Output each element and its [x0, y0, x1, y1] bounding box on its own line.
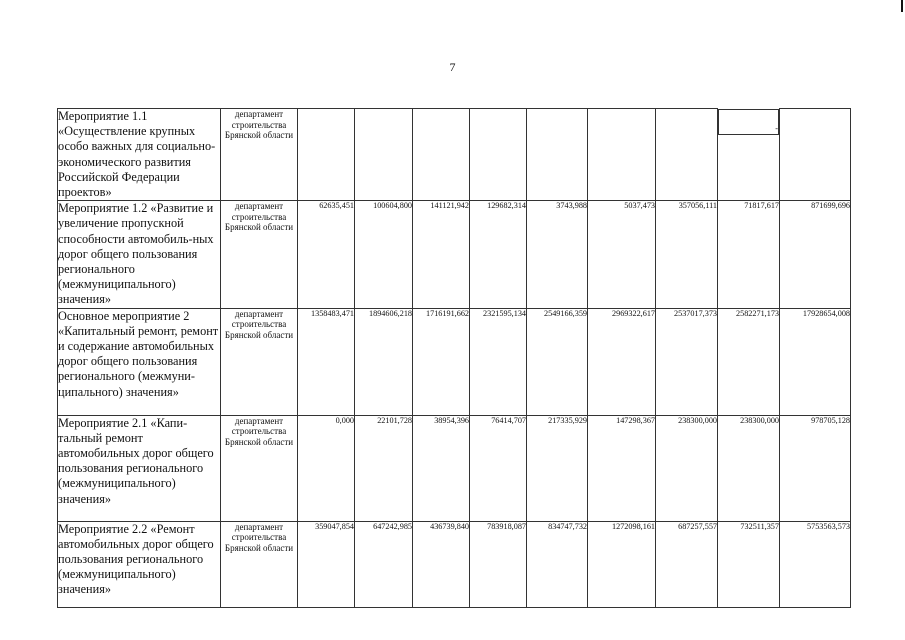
value-cell: 871699,696: [780, 201, 851, 308]
value-cell: [780, 109, 851, 201]
page-number: 7: [449, 60, 456, 74]
value-cell: 1716191,662: [413, 308, 470, 415]
value-cell: 359047,854: [298, 521, 355, 607]
value-cell: 238300,000: [718, 415, 780, 521]
value-cell: 647242,985: [355, 521, 413, 607]
value-cell: 62635,451: [298, 201, 355, 308]
department-cell: департамент строительства Брянской области: [221, 521, 298, 607]
value-cell: [527, 109, 588, 201]
value-cell: 147298,367: [588, 415, 656, 521]
value-cell: 5037,473: [588, 201, 656, 308]
table-row: [58, 308, 851, 415]
value-cell: 834747,732: [527, 521, 588, 607]
event-name-cell: Мероприятие 2.1 «Капи-тальный ремонт автомобильных дорог общего пользования регионального (межмуниципального) значения»: [58, 415, 221, 521]
value-cell: 1894606,218: [355, 308, 413, 415]
value-cell: -: [718, 109, 779, 135]
budget-table: [57, 108, 851, 608]
value-cell: [470, 109, 527, 201]
value-cell: 732511,357: [718, 521, 780, 607]
value-cell: 141121,942: [413, 201, 470, 308]
table-row: [58, 109, 851, 201]
event-name-cell: Мероприятие 2.2 «Ремонт автомобильных дорог общего пользования регионального (межмуниципального) значения»: [58, 521, 221, 607]
value-cell: 217335,929: [527, 415, 588, 521]
value-cell: 38954,396: [413, 415, 470, 521]
edge-mark: [901, 0, 903, 12]
value-cell: 436739,840: [413, 521, 470, 607]
value-cell: 17928654,008: [780, 308, 851, 415]
value-cell: [413, 109, 470, 201]
table-row: [58, 201, 851, 308]
value-cell: 22101,728: [355, 415, 413, 521]
value-cell: 71817,617: [718, 201, 780, 308]
value-cell: [355, 109, 413, 201]
value-cell: [298, 109, 355, 201]
event-name-cell: Мероприятие 1.1 «Осуществление крупных особо важных для социально-экономического развития Российской Федерации проектов»: [58, 109, 221, 201]
department-cell: департамент строительства Брянской области: [221, 308, 298, 415]
value-cell: 5753563,573: [780, 521, 851, 607]
department-cell: департамент строительства Брянской области: [221, 109, 298, 201]
value-cell: 687257,557: [656, 521, 718, 607]
event-name-cell: Мероприятие 1.2 «Развитие и увеличение пропускной способности автомобиль-ных дорог общего пользования регионального (межмуниципального) значения»: [58, 201, 221, 308]
value-cell: 1272098,161: [588, 521, 656, 607]
value-cell: 3743,988: [527, 201, 588, 308]
value-cell: [656, 109, 718, 201]
value-cell: [588, 109, 656, 201]
table-row: [58, 415, 851, 521]
value-cell: 0,000: [298, 415, 355, 521]
event-name-cell: Основное мероприятие 2 «Капитальный ремонт, ремонт и содержание автомобильных дорог общего пользования регионального (межмуни-ципального) значения»: [58, 308, 221, 415]
value-cell: 129682,314: [470, 201, 527, 308]
value-cell: 357056,111: [656, 201, 718, 308]
value-cell: 2969322,617: [588, 308, 656, 415]
department-cell: департамент строительства Брянской области: [221, 201, 298, 308]
value-cell: 2321595,134: [470, 308, 527, 415]
table-row: [58, 521, 851, 607]
value-cell: 238300,000: [656, 415, 718, 521]
value-cell: 978705,128: [780, 415, 851, 521]
value-cell: 2582271,173: [718, 308, 780, 415]
value-cell: 100604,800: [355, 201, 413, 308]
value-cell: 76414,707: [470, 415, 527, 521]
department-cell: департамент строительства Брянской области: [221, 415, 298, 521]
value-cell: 2537017,373: [656, 308, 718, 415]
value-cell: 783918,087: [470, 521, 527, 607]
value-cell: 1358483,471: [298, 308, 355, 415]
value-cell: 2549166,359: [527, 308, 588, 415]
